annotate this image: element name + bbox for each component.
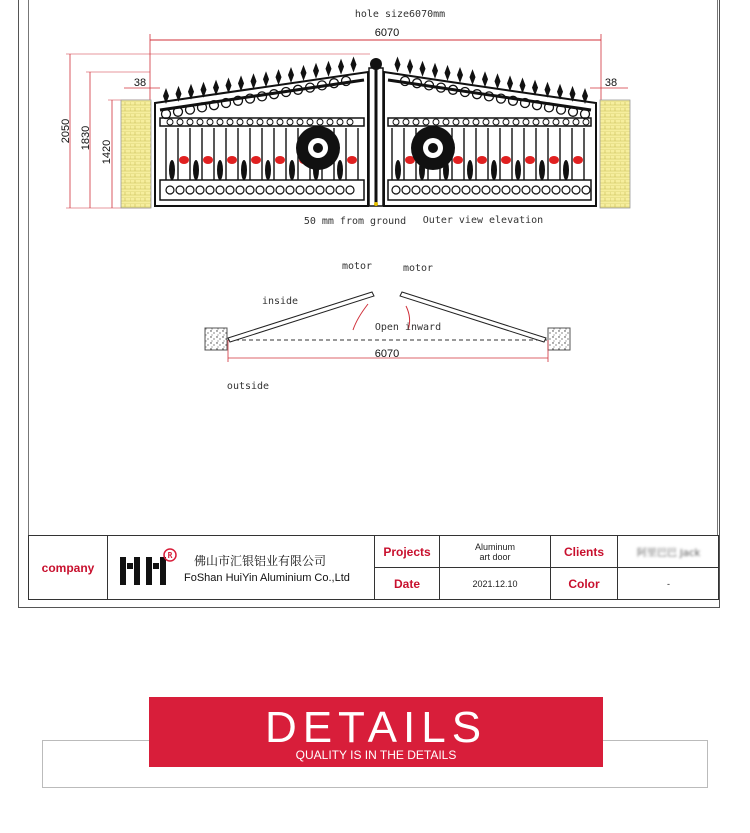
projects-value-line1: Aluminum xyxy=(474,541,515,552)
height-total-label: 2050 xyxy=(60,118,72,144)
plan-leaf-right xyxy=(400,292,546,342)
inside-label: inside xyxy=(261,296,299,307)
projects-value-line2: art door xyxy=(479,551,511,562)
ground-note: 50 mm from ground xyxy=(303,216,407,227)
hole-size-label: hole size6070mm xyxy=(354,9,446,20)
details-red-panel xyxy=(149,697,603,767)
open-inward-label: Open inward xyxy=(374,322,442,333)
projects-label: Projects xyxy=(383,544,431,559)
color-label: Color xyxy=(568,576,600,591)
title-block xyxy=(28,535,719,600)
plan-post-left xyxy=(205,328,227,350)
side-gap-left-label: 38 xyxy=(133,77,147,89)
plan-width-label: 6070 xyxy=(374,348,400,360)
overall-width-label: 6070 xyxy=(374,27,400,39)
details-banner xyxy=(0,690,750,800)
gate-leaves xyxy=(155,58,596,206)
clients-label: Clients xyxy=(563,544,604,559)
svg-text:R: R xyxy=(167,550,173,560)
motor-label-left: motor xyxy=(341,261,373,272)
height-low-label: 1420 xyxy=(101,139,113,165)
height-mid-label: 1830 xyxy=(80,125,92,151)
plan-leaf-left xyxy=(228,292,374,342)
left-pillar xyxy=(121,100,151,208)
company-label: company xyxy=(41,560,95,575)
elevation-note: Outer view elevation xyxy=(422,215,544,226)
company-info xyxy=(108,536,374,599)
company-name-en: FoShan HuiYin Aluminium Co.,Ltd xyxy=(184,571,350,584)
side-gap-right-label: 38 xyxy=(604,77,618,89)
details-title: DETAILS xyxy=(264,703,488,752)
clients-value: 阿里巴巴 Jack xyxy=(636,548,701,559)
projects-value xyxy=(440,536,550,567)
color-value: - xyxy=(667,578,670,589)
company-logo-icon xyxy=(118,547,178,589)
date-label: Date xyxy=(393,576,420,591)
details-subtitle: QUALITY IS IN THE DETAILS xyxy=(295,748,457,762)
right-pillar xyxy=(600,100,630,208)
outside-label: outside xyxy=(226,381,270,392)
date-value: 2021.12.10 xyxy=(472,578,518,589)
motor-label-right: motor xyxy=(402,263,434,274)
plan-post-right xyxy=(548,328,570,350)
company-name-cn: 佛山市汇银铝业有限公司 xyxy=(194,553,327,568)
